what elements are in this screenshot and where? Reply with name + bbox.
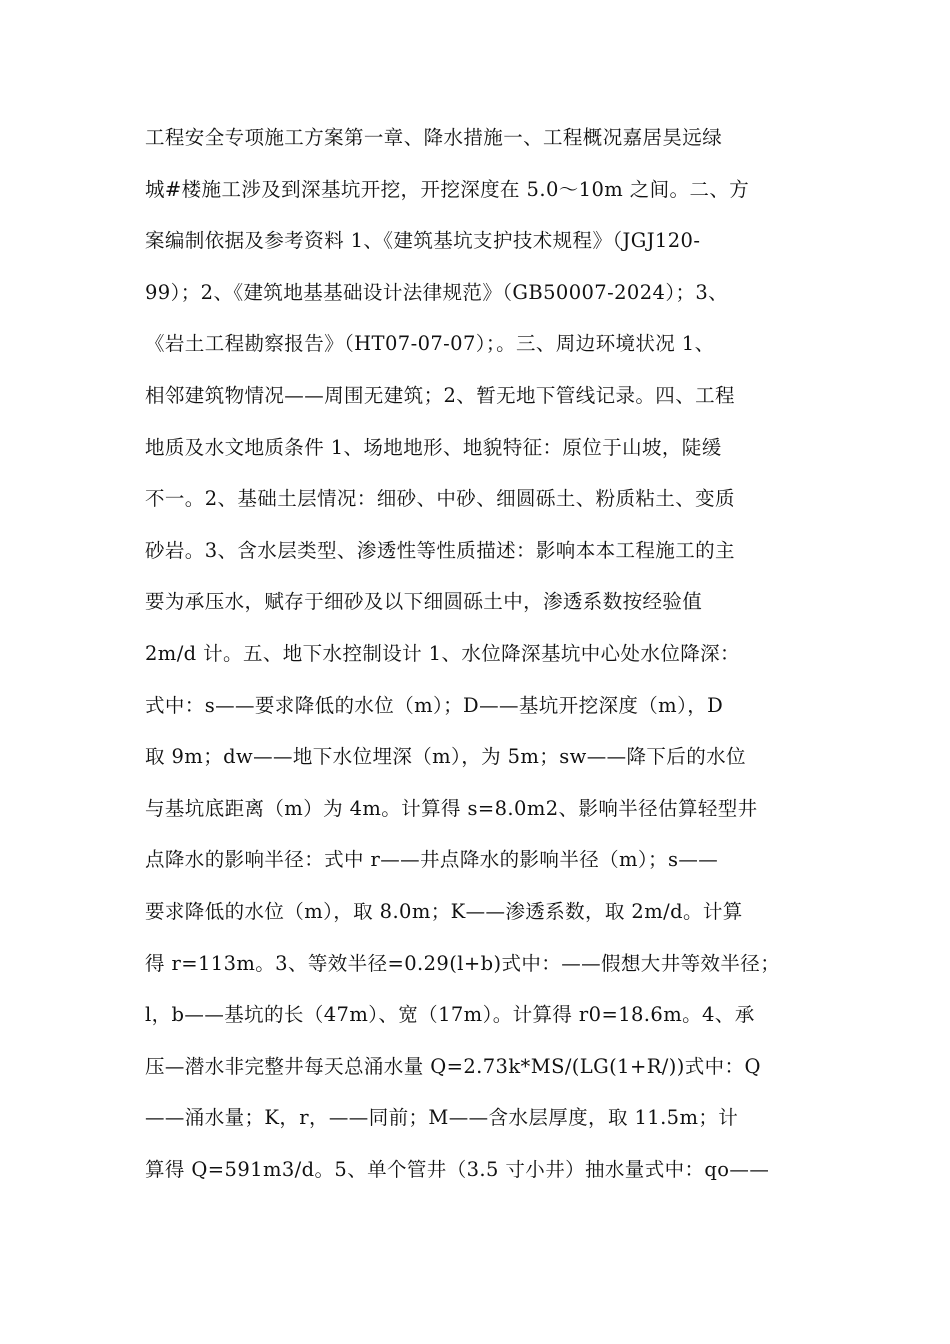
text-line: 城#楼施工涉及到深基坑开挖，开挖深度在 5.0～10m 之间。二、方 [145,177,750,201]
text-line: 式中：s——要求降低的水位（m）；D——基坑开挖深度（m），D [145,693,724,717]
text-line: 点降水的影响半径：式中 r——井点降水的影响半径（m）；s—— [145,848,719,872]
text-line: 工程安全专项施工方案第一章、降水措施一、工程概况嘉居昊远绿 [145,126,723,149]
body-paragraph [145,116,815,1199]
text-line: 99）；2、《建筑地基基础设计法律规范》（GB50007-2024）；3、 [145,280,729,304]
text-line: 要为承压水，赋存于细砂及以下细圆砾土中，渗透系数按经验值 [145,590,703,614]
text-line: 与基坑底距离（m）为 4m。计算得 s=8.0m2、影响半径估算轻型井 [145,796,758,820]
text-line: 压—潜水非完整井每天总涌水量 Q=2.73k*MS/(LG(1+R/))式中：Q [145,1054,761,1078]
text-line: 地质及水文地质条件 1、场地地形、地貌特征：原位于山坡，陡缓 [145,435,722,459]
text-line: 不一。2、基础土层情况：细砂、中砂、细圆砾土、粉质粘土、变质 [145,487,735,511]
text-line: 案编制依据及参考资料 1、《建筑基坑支护技术规程》（JGJ120- [145,229,701,253]
text-line: 2m/d 计。五、地下水控制设计 1、水位降深基坑中心处水位降深： [145,641,740,665]
text-line: 要求降低的水位（m），取 8.0m；K——渗透系数，取 2m/d。计算 [145,899,743,923]
text-line: 得 r=113m。3、等效半径=0.29(l+b)式中：——假想大井等效半径； [145,951,781,975]
text-line: 取 9m；dw——地下水位埋深（m），为 5m；sw——降下后的水位 [145,745,746,769]
text-line: l，b——基坑的长（47m）、宽（17m）。计算得 r0=18.6m。4、承 [145,1003,755,1027]
text-line: 《岩土工程勘察报告》（HT07-07-07）；。三、周边环境状况 1、 [145,332,715,356]
text-line: 相邻建筑物情况——周围无建筑；2、暂无地下管线记录。四、工程 [145,383,735,407]
text-line: ——涌水量；K，r，——同前；M——含水层厚度，取 11.5m；计 [145,1106,739,1130]
text-line: 砂岩。3、含水层类型、渗透性等性质描述：影响本本工程施工的主 [145,538,735,562]
text-line: 算得 Q=591m3/d。5、单个管井（3.5 寸小井）抽水量式中：qo—— [145,1157,770,1181]
